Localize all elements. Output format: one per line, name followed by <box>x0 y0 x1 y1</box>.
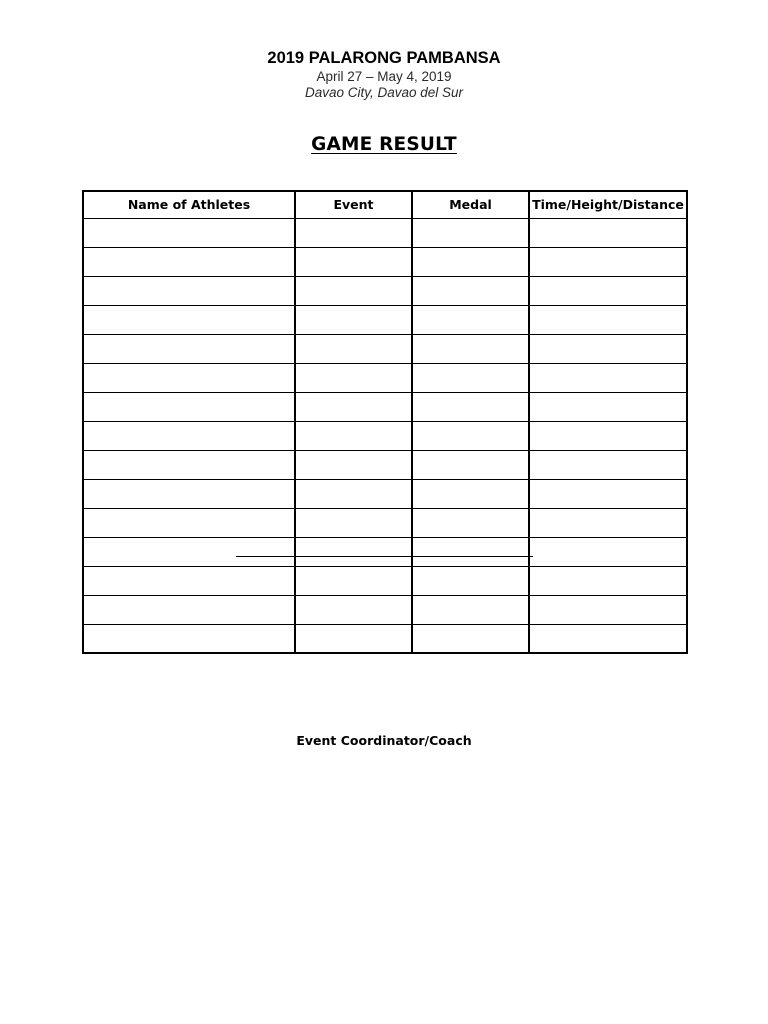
table-cell[interactable] <box>529 305 687 334</box>
table-row <box>83 566 687 595</box>
table-row <box>83 334 687 363</box>
table-cell[interactable] <box>529 334 687 363</box>
table-cell[interactable] <box>412 247 529 276</box>
event-title: 2019 PALARONG PAMBANSA <box>267 49 501 67</box>
column-header-athletes: Name of Athletes <box>83 191 295 218</box>
table-cell[interactable] <box>529 450 687 479</box>
table-cell[interactable] <box>83 276 295 305</box>
table-cell[interactable] <box>295 421 412 450</box>
table-row <box>83 218 687 247</box>
table-cell[interactable] <box>412 566 529 595</box>
table-cell[interactable] <box>529 624 687 653</box>
table-cell[interactable] <box>295 537 412 566</box>
table-cell[interactable] <box>295 450 412 479</box>
table-cell[interactable] <box>529 566 687 595</box>
table-cell[interactable] <box>529 537 687 566</box>
table-cell[interactable] <box>83 218 295 247</box>
table-cell[interactable] <box>529 218 687 247</box>
event-venue: Davao City, Davao del Sur <box>304 85 464 100</box>
document-heading: GAME RESULT <box>311 134 457 155</box>
table-row <box>83 595 687 624</box>
table-row <box>83 247 687 276</box>
table-cell[interactable] <box>412 305 529 334</box>
signature-line <box>236 556 533 557</box>
table-cell[interactable] <box>83 363 295 392</box>
table-cell[interactable] <box>412 508 529 537</box>
table-cell[interactable] <box>83 479 295 508</box>
column-header-event: Event <box>295 191 412 218</box>
table-cell[interactable] <box>412 624 529 653</box>
table-cell[interactable] <box>529 392 687 421</box>
table-row <box>83 479 687 508</box>
table-cell[interactable] <box>83 450 295 479</box>
table-cell[interactable] <box>83 305 295 334</box>
signature-caption: Event Coordinator/Coach <box>296 733 472 748</box>
table-cell[interactable] <box>83 247 295 276</box>
table-cell[interactable] <box>412 421 529 450</box>
table-cell[interactable] <box>83 624 295 653</box>
results-table <box>82 190 688 654</box>
table-row <box>83 363 687 392</box>
table-cell[interactable] <box>412 392 529 421</box>
table-cell[interactable] <box>295 218 412 247</box>
table-row <box>83 537 687 566</box>
event-dates: April 27 – May 4, 2019 <box>316 69 452 84</box>
table-cell[interactable] <box>412 334 529 363</box>
table-row <box>83 276 687 305</box>
table-header-row <box>83 191 687 218</box>
table-cell[interactable] <box>83 537 295 566</box>
table-cell[interactable] <box>295 363 412 392</box>
table-row <box>83 450 687 479</box>
table-cell[interactable] <box>529 508 687 537</box>
table-cell[interactable] <box>529 479 687 508</box>
table-cell[interactable] <box>83 421 295 450</box>
table-cell[interactable] <box>529 276 687 305</box>
table-cell[interactable] <box>295 334 412 363</box>
table-cell[interactable] <box>295 479 412 508</box>
table-row <box>83 392 687 421</box>
table-cell[interactable] <box>412 363 529 392</box>
table-cell[interactable] <box>295 276 412 305</box>
table-cell[interactable] <box>529 247 687 276</box>
table-cell[interactable] <box>83 566 295 595</box>
table-cell[interactable] <box>295 247 412 276</box>
table-cell[interactable] <box>83 334 295 363</box>
table-cell[interactable] <box>295 566 412 595</box>
table-cell[interactable] <box>295 392 412 421</box>
table-cell[interactable] <box>83 508 295 537</box>
table-row <box>83 421 687 450</box>
table-row <box>83 305 687 334</box>
column-header-medal: Medal <box>412 191 529 218</box>
results-table-body <box>83 218 687 653</box>
table-cell[interactable] <box>412 537 529 566</box>
table-cell[interactable] <box>529 363 687 392</box>
table-cell[interactable] <box>412 450 529 479</box>
table-cell[interactable] <box>295 624 412 653</box>
table-row <box>83 508 687 537</box>
table-cell[interactable] <box>83 595 295 624</box>
column-header-time-height-distance: Time/Height/Distance <box>529 191 687 218</box>
table-cell[interactable] <box>83 392 295 421</box>
table-row <box>83 624 687 653</box>
table-cell[interactable] <box>295 305 412 334</box>
table-cell[interactable] <box>529 421 687 450</box>
table-cell[interactable] <box>412 218 529 247</box>
table-cell[interactable] <box>295 508 412 537</box>
table-cell[interactable] <box>412 479 529 508</box>
table-cell[interactable] <box>529 595 687 624</box>
table-cell[interactable] <box>412 595 529 624</box>
table-cell[interactable] <box>412 276 529 305</box>
table-cell[interactable] <box>295 595 412 624</box>
